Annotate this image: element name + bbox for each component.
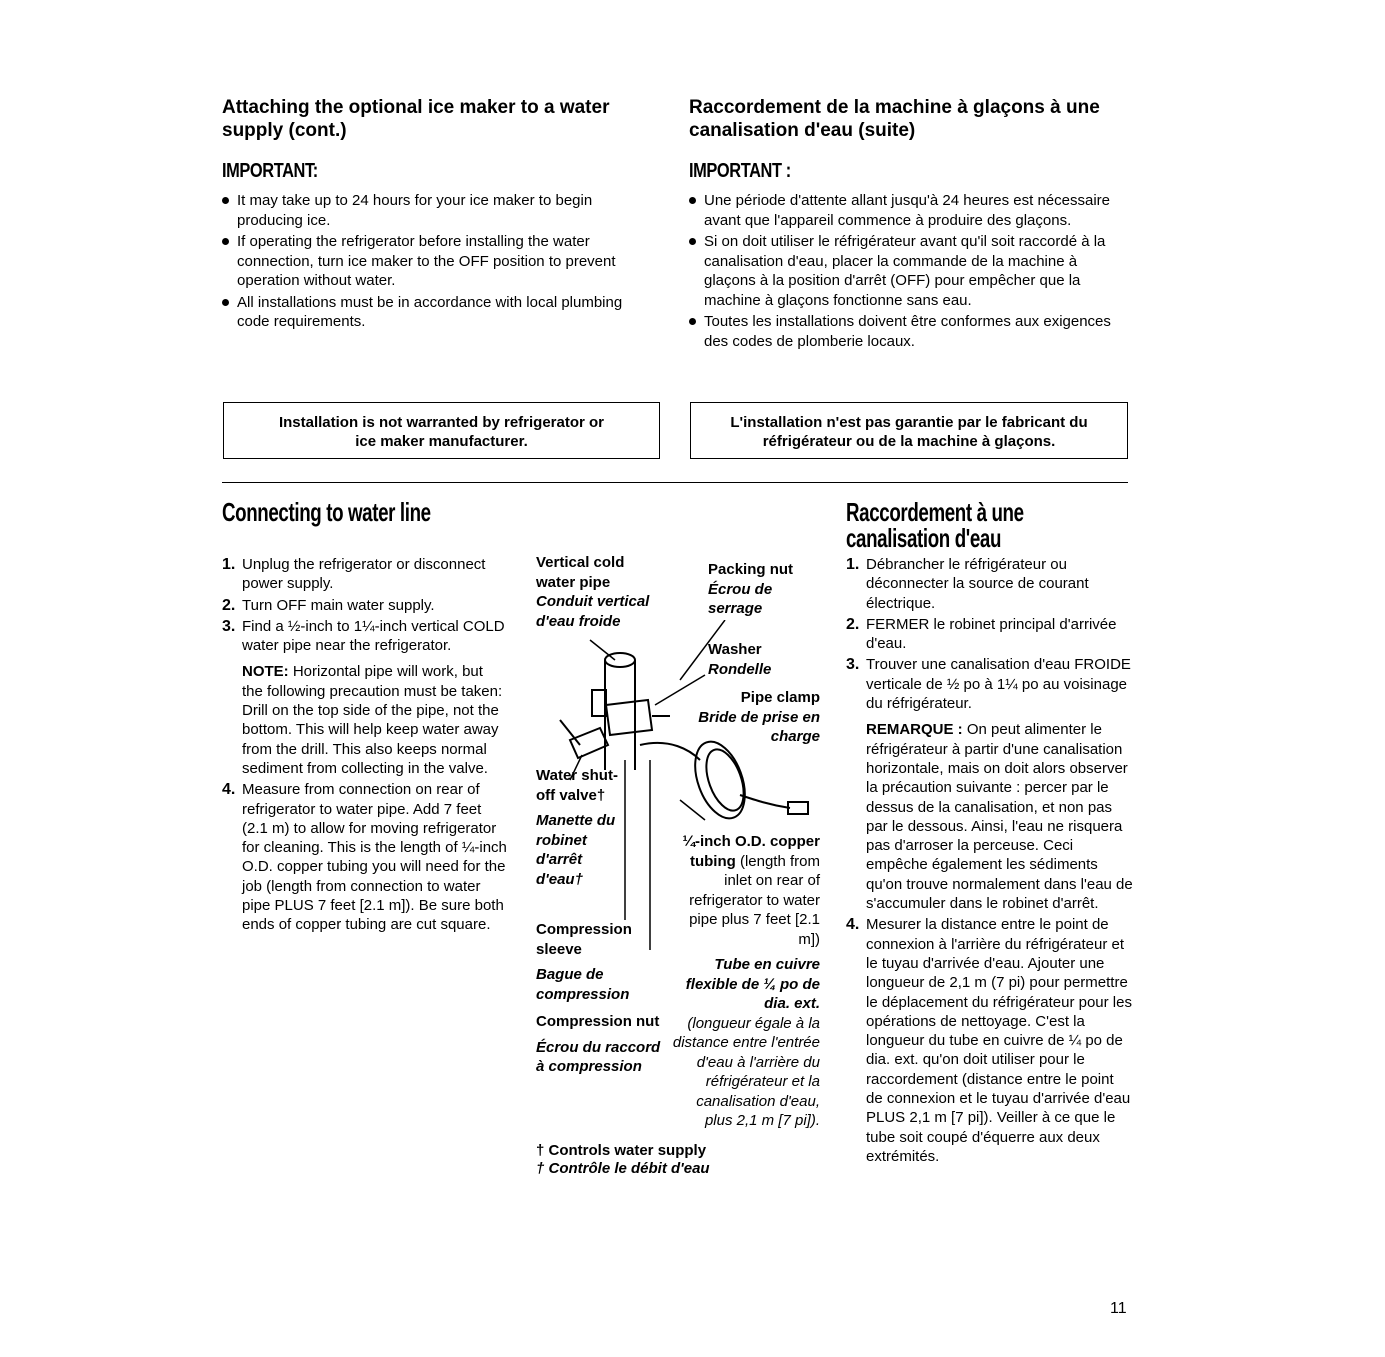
step-text: Débrancher le réfrigérateur ou déconnecter la source de courant électrique. [866,556,1089,612]
section-divider [222,482,1128,483]
label-fr: Manette du robinet d'arrêt d'eau† [536,812,616,888]
step-note [866,720,1134,913]
tubing-en-bold: ¼-inch O.D. copper tubing [682,833,820,870]
leader-tubing [680,800,705,820]
footnote [536,1142,816,1178]
step-text: Measure from connection on rear of refrigerator to water pipe. Add 7 feet (2.1 m) to allow for moving refrigerator for cleaning. This is the length of ¼-inch O.D. copper tubing you will need for the job (length from connection to water pipe PLUS 7 feet [2.1 m]). Be sure both ends of copper tubing are cut square. [242,781,507,934]
label-en: Compression sleeve [536,921,632,958]
compression-fitting [788,802,808,814]
step-text: Trouver une canalisation d'eau FROIDE verticale de ½ po à 1¼ po au voisinage du réfrigérateur. [866,656,1131,713]
label-compression-sleeve [536,920,648,1004]
label-fr: Écrou de serrage [708,580,773,617]
heading-en: Attaching the optional ice maker to a water supply (cont.) [222,97,610,141]
list-item: It may take up to 24 hours for your ice maker to begin producing ice. [222,191,647,230]
label-fr: Bride de prise en charge [698,708,820,745]
step-number: 2. [846,615,860,633]
step-item [846,655,1134,913]
step-item [222,780,507,934]
important-list-en [222,191,647,334]
note-text: Horizontal pipe will work, but the following precaution must be taken: Drill on the top side of the pipe, not the bottom. This will help keep water away from the drill. This also keeps normal sediment from collecting in the valve. [242,663,503,777]
step-text: Mesurer la distance entre le point de connexion à l'arrière du réfrigérateur et le tuyau d'arrivée d'eau. Ajouter une longueur de 2,1 m (7 pi) pour permettre le déplacement du réfrigérateur pour les opérations de nettoyage. C'est la longueur du tube en cuivre de ¼ po de dia. ext. qu'on doit utiliser pour le raccordement (distance entre le point de connexion et le tuyau d'arrivée d'eau PLUS 2,1 m [7 pi]). Veiller à ce que le tube soit coupé d'équerre aux deux extrémités. [866,916,1132,1165]
label-vertical-pipe [536,553,666,631]
label-en: Washer [708,641,762,658]
label-copper-tubing [665,832,820,1131]
step-number: 1. [222,556,236,573]
warranty-box-fr: L'installation n'est pas garantie par le fabricant du réfrigérateur ou de la machine à glaçons. [690,402,1128,459]
label-packing-nut [708,560,828,619]
steps-en [222,555,507,937]
step-number: 1. [846,556,860,573]
note-label: REMARQUE : [866,721,963,739]
note-label: NOTE: [242,663,289,681]
label-pipe-clamp [690,688,820,747]
step-item [222,555,507,594]
step-number: 2. [222,596,236,614]
step-text: Turn OFF main water supply. [242,596,435,614]
step-item [222,596,507,615]
step-number: 3. [846,656,860,674]
label-en: Water shut-off valve† [536,767,618,804]
steps-fr [846,555,1134,1168]
step-item [846,915,1134,1166]
step-number: 4. [222,781,236,799]
step-number: 4. [846,916,860,934]
valve-body [570,728,608,758]
tubing-coil [686,735,755,825]
label-en: Vertical cold water pipe [536,554,625,591]
label-en: Packing nut [708,561,794,578]
label-fr: Conduit vertical d'eau froide [536,593,650,630]
clamp-body [606,700,652,735]
footnote-fr: † Contrôle le débit d'eau [536,1160,710,1177]
list-item: Toutes les installations doivent être conformes aux exigences des codes de plomberie locaux. [689,312,1129,351]
heading-fr: Raccordement de la machine à glaçons à une canalisation d'eau (suite) [689,97,1100,141]
list-item: If operating the refrigerator before installing the water connection, turn ice maker to the OFF position to prevent operation without water. [222,232,647,291]
label-shutoff-valve [536,766,626,889]
label-en: Compression nut [536,1013,660,1030]
tubing-en-rest: (length from inlet on rear of refrigerator to water pipe plus 7 feet [2.1 m]) [689,852,820,948]
label-fr: Écrou du raccord à compression [536,1038,661,1075]
step-text: Unplug the refrigerator or disconnect power supply. [242,556,486,593]
label-en: Pipe clamp [740,689,820,706]
warranty-box-en: Installation is not warranted by refrigerator or ice maker manufacturer. [223,402,660,459]
step-text: Find a ½-inch to 1¼-inch vertical COLD water pipe near the refrigerator. [242,617,505,655]
section-title-fr: Raccordement à une canalisation d'eau [846,497,1024,553]
tubing-fr-bold: Tube en cuivre flexible de ¼ po de dia. ext. [685,956,820,1012]
step-number: 3. [222,617,236,635]
page-number: 11 [1110,1300,1127,1317]
step-note [242,662,507,778]
leader-pipe [590,640,615,660]
tubing-en [682,833,820,948]
label-washer [708,640,828,679]
clamp-left [592,690,606,716]
important-list-fr [689,191,1129,353]
step-item [222,617,507,778]
list-item: Si on doit utiliser le réfrigérateur avant qu'il soit raccordé à la canalisation d'eau, placer la commande de la machine à glaçons à la position d'arrêt (OFF) pour empêcher que la machine à glaçons fonctionne sans eau. [689,232,1129,310]
label-fr: Bague de compression [536,966,630,1003]
tubing-fr-rest: (longueur égale à la distance entre l'entrée d'eau à l'arrière du réfrigérateur et la canalisation d'eau, plus 2,1 m [7 pi]). [672,1014,820,1129]
label-fr: Rondelle [708,660,772,678]
important-label-fr: IMPORTANT : [689,160,791,182]
important-label-en: IMPORTANT: [222,160,318,182]
footnote-en: † Controls water supply [536,1142,707,1159]
tubing-end [740,795,790,808]
label-compression-nut [536,1012,666,1077]
section-title-en: Connecting to water line [222,497,431,527]
step-item [846,615,1134,654]
list-item: All installations must be in accordance with local plumbing code requirements. [222,293,647,332]
list-item: Une période d'attente allant jusqu'à 24 heures est nécessaire avant que l'appareil commence à produire des glaçons. [689,191,1129,230]
step-text: FERMER le robinet principal d'arrivée d'eau. [866,615,1117,653]
step-item [846,555,1134,613]
note-text: On peut alimenter le réfrigérateur à partir d'une canalisation horizontale, mais on doit alors observer la précaution suivante : percer par le dessus de la canalisation, et non pas par le dessous. Ainsi, l'eau ne risquera pas d'arroser la perceuse. Ceci empêche également les sédiments qu'on trouve normalement dans l'eau de s'accumuler dans le robinet d'arrêt. [866,721,1133,913]
